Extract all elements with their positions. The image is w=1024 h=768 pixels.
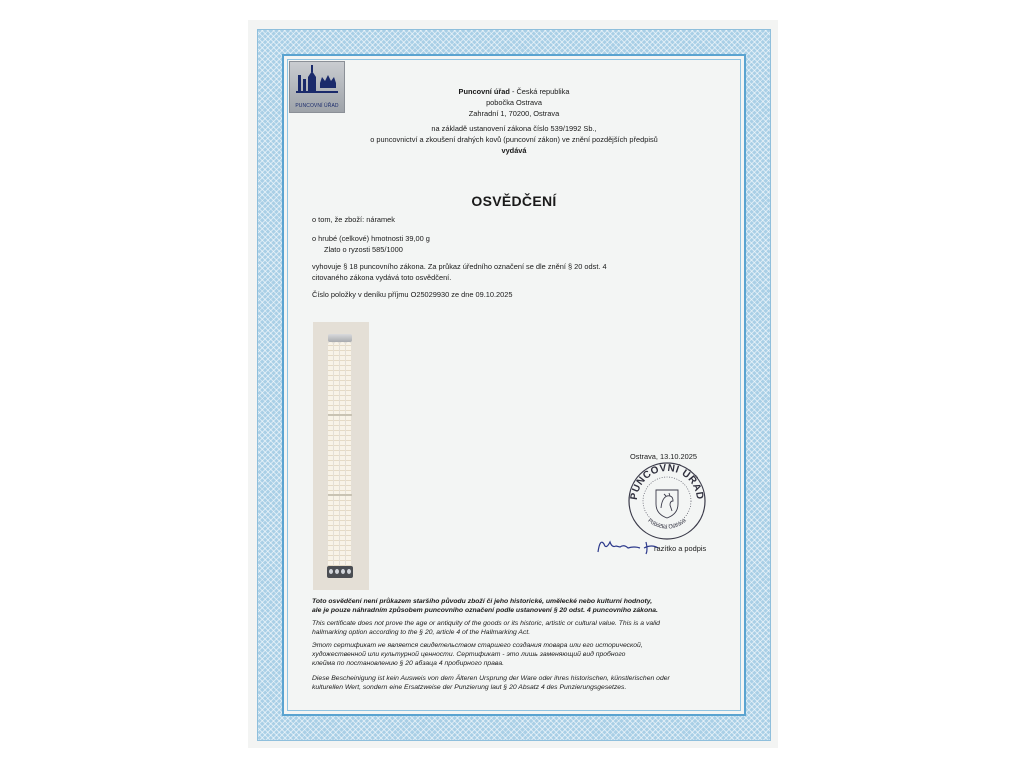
office-stamp <box>624 456 710 542</box>
metal-line: Zlato o ryzosti 585/1000 <box>324 245 403 254</box>
weight-line: o hrubé (celkové) hmotnosti 39,00 g <box>312 234 430 243</box>
office-name: Puncovní úřad <box>458 87 510 96</box>
disclaimer-ru-2: художественной или культурной ценности. Сертификат - это лишь заменяющий вид пробного <box>312 651 626 658</box>
registry-line: Číslo položky v deníku příjmu O25029930 ze dne 09.10.2025 <box>312 290 513 299</box>
address-line: Zahradní 1, 70200, Ostrava <box>468 109 560 118</box>
disclaimer-cz-2: ale je pouze náhradním způsobem puncovního označení podle ustanovení § 20 odst. 4 puncovního zákona. <box>312 607 658 614</box>
lion-shield-icon <box>656 490 678 518</box>
disclaimer-ru-1: Этот сертификат не является свидетельством старшего создания товара или его исторической, <box>312 642 643 649</box>
office-line <box>284 86 744 97</box>
disclaimer-de-2: kulturellen Wert, sondern eine Ersatzweise der Punzierung laut § 20 Absatz 4 des Punzierungsgesetzes. <box>312 684 627 691</box>
certificate-title: OSVĚDČENÍ <box>471 193 557 209</box>
bracelet-photo <box>313 322 369 590</box>
office-country: - Česká republika <box>509 87 570 96</box>
signature-label: razítko a podpis <box>654 544 707 553</box>
disclaimer-de-1: Diese Bescheinigung ist kein Ausweis von dem Älteren Ursprung der Ware oder ihres historischen, künstlerischen oder <box>312 675 670 682</box>
svg-text:Pobočka Ostrava <box>646 517 688 530</box>
disclaimer-en-2: hallmarking option according to the § 20, article 4 of the Hallmarking Act. <box>312 629 531 636</box>
certificate-body <box>282 54 746 716</box>
certificate-page <box>248 20 778 748</box>
disclaimer-cz-1: Toto osvědčení není průkazem staršího původu zboží či jeho historické, umělecké nebo kulturní hodnoty, <box>312 598 653 605</box>
law-line-2: o puncovnictví a zkoušení drahých kovů (puncovní zákon) ve znění pozdějších předpisů <box>370 135 658 144</box>
logo-text: PUNCOVNÍ ÚŘAD <box>295 103 339 109</box>
item-line: o tom, že zboží: náramek <box>312 215 395 224</box>
issues-line: vydává <box>501 146 527 155</box>
disclaimer-ru-3: клейма по постановлению § 20 абзаца 4 пробирного права. <box>312 660 504 667</box>
pearl-bracelet-image <box>327 334 353 578</box>
disclaimer-en-1: This certificate does not prove the age or antiquity of the goods or its historic, artistic or cultural value. This is a valid <box>312 620 660 627</box>
stamp-ring-text: PUNCOVNÍ ÚŘAD <box>628 462 706 501</box>
branch-line: pobočka Ostrava <box>486 98 542 107</box>
stamp-bottom-text: Pobočka Ostrava <box>646 517 688 531</box>
place-date: Ostrava, 13.10.2025 <box>630 452 697 461</box>
law-line-1: na základě ustanovení zákona číslo 539/1992 Sb., <box>431 124 597 133</box>
compliance-line-2: citovaného zákona vydává toto osvědčení. <box>312 273 452 282</box>
svg-text:PUNCOVNÍ ÚŘAD <box>629 463 705 501</box>
guilloche-frame <box>257 29 771 741</box>
compliance-line-1: vyhovuje § 18 puncovního zákona. Za průkaz úředního označení se dle znění § 20 odst. 4 <box>312 262 607 271</box>
